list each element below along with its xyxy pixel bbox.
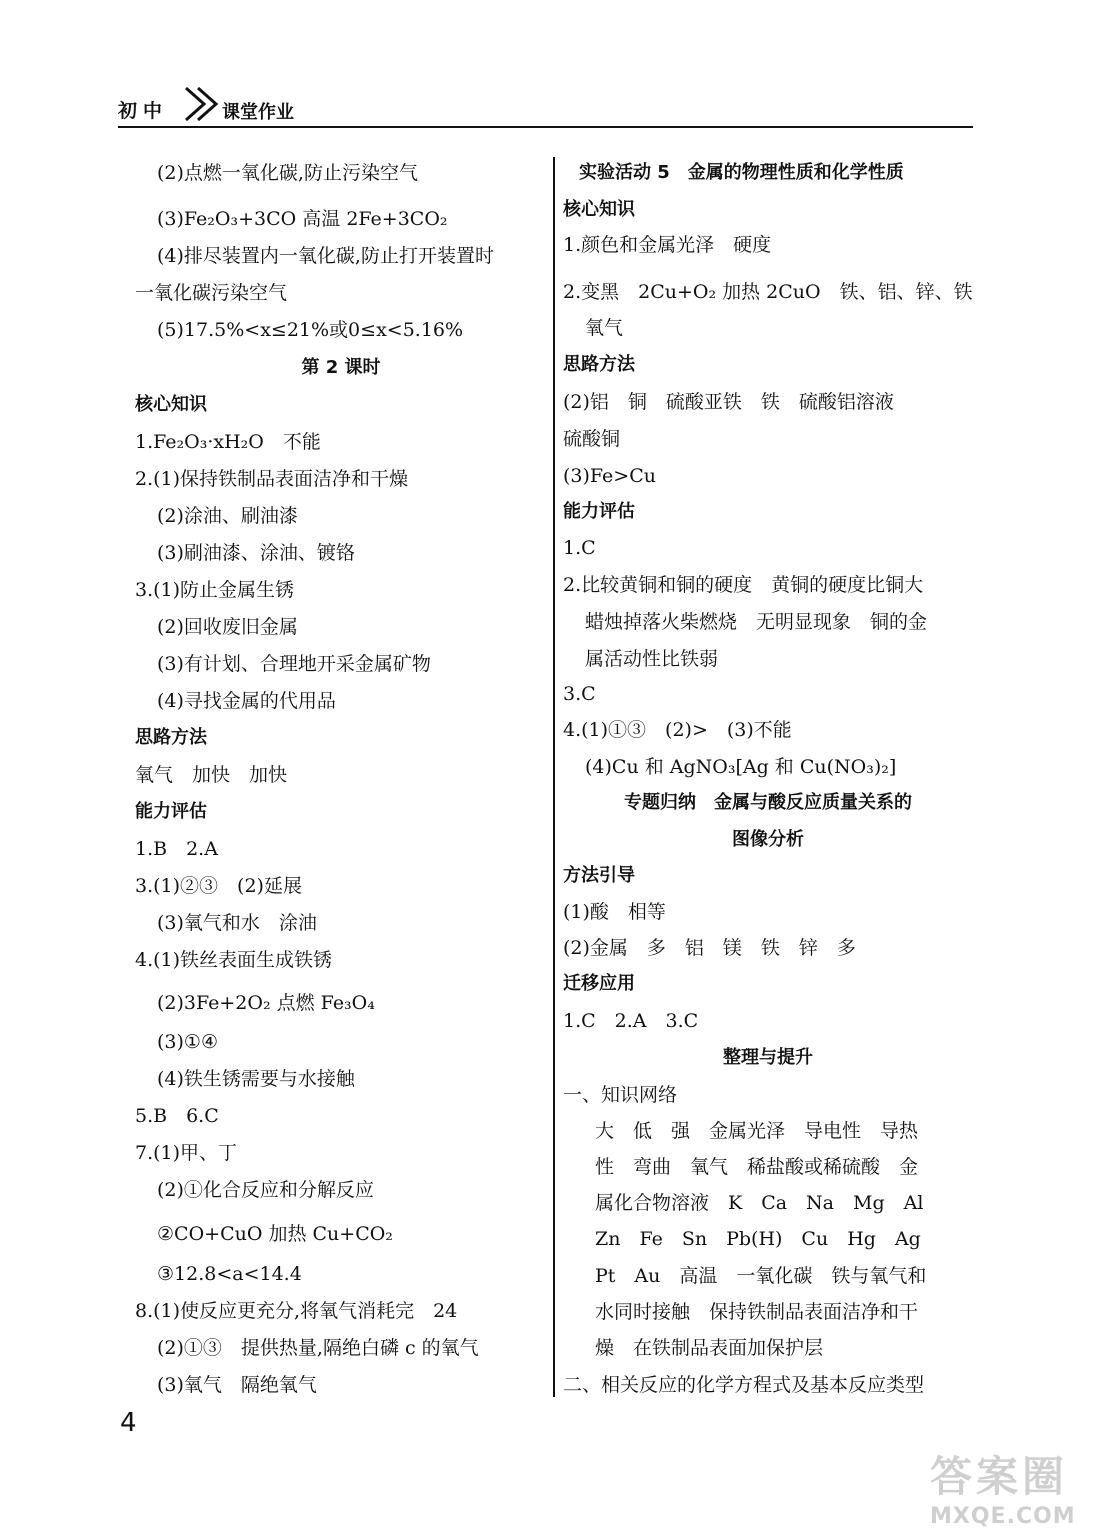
equation-line: (3)Fe₂O₃+3CO 高温 2Fe+3CO₂	[157, 208, 448, 230]
lesson-heading: 第 2 课时	[301, 357, 381, 378]
answer-line: (3)氧气和水 涂油	[157, 912, 317, 934]
answer-line: 1.C	[563, 537, 596, 559]
answer-line: 一氧化碳污染空气	[135, 282, 288, 304]
page-header	[118, 92, 973, 128]
section-heading: 思路方法	[135, 727, 207, 748]
answer-line: 燥 在铁制品表面加保护层	[595, 1337, 824, 1359]
answer-line: 4.(1)①③ (2)> (3)不能	[563, 719, 792, 741]
answer-line: 氧气	[585, 317, 624, 339]
answer-line: (3)Fe>Cu	[563, 465, 656, 487]
section-heading: 思路方法	[563, 354, 635, 375]
section-heading: 能力评估	[135, 801, 207, 822]
section-heading: 迁移应用	[563, 973, 635, 994]
answer-line: 1.B 2.A	[135, 838, 218, 860]
watermark-bottom: MXQE.COM	[930, 1504, 1076, 1529]
answer-line: 硫酸铜	[563, 428, 621, 450]
answer-line: (2)点燃一氧化碳,防止污染空气	[157, 162, 418, 184]
answer-line: (4)排尽装置内一氧化碳,防止打开装置时	[157, 245, 494, 267]
answer-line: 一、知识网络	[563, 1084, 678, 1106]
answer-line: (2)①化合反应和分解反应	[157, 1179, 374, 1201]
answer-line: (4)寻找金属的代用品	[157, 690, 336, 712]
answer-line: 2.比较黄铜和铜的硬度 黄铜的硬度比铜大	[563, 574, 924, 596]
answer-line: (3)刷油漆、涂油、镀铬	[157, 542, 355, 564]
answer-line: 氧气 加快 加快	[135, 764, 288, 786]
answer-line: 8.(1)使反应更充分,将氧气消耗完 24	[135, 1300, 458, 1322]
answer-line: (1)酸 相等	[563, 901, 666, 923]
topic-heading: 整理与提升	[723, 1047, 813, 1068]
answer-line: 4.(1)铁丝表面生成铁锈	[135, 949, 333, 971]
section-heading: 核心知识	[563, 199, 635, 220]
answer-line: (2)回收废旧金属	[157, 616, 298, 638]
answer-line: (3)氧气 隔绝氧气	[157, 1374, 317, 1396]
answer-line: (2)①③ 提供热量,隔绝白磷 c 的氧气	[157, 1337, 479, 1359]
answer-line: 属化合物溶液 K Ca Na Mg Al	[595, 1192, 924, 1214]
answer-line: Zn Fe Sn Pb(H) Cu Hg Ag	[595, 1228, 921, 1250]
answer-line: 1.Fe₂O₃·xH₂O 不能	[135, 431, 321, 453]
answer-line: 水同时接触 保持铁制品表面洁净和干	[595, 1301, 919, 1323]
answer-line: (4)铁生锈需要与水接触	[157, 1068, 355, 1090]
topic-heading: 图像分析	[732, 829, 804, 850]
equation-line: ②CO+CuO 加热 Cu+CO₂	[157, 1223, 393, 1245]
answer-line: (5)17.5%<x≤21%或0≤x<5.16%	[157, 319, 464, 341]
answer-line: (3)①④	[157, 1031, 218, 1053]
answer-line: (2)铝 铜 硫酸亚铁 铁 硫酸铝溶液	[563, 391, 894, 413]
watermark-logo	[930, 1444, 1100, 1534]
answer-line: 7.(1)甲、丁	[135, 1142, 238, 1164]
watermark-top: 答案圈	[930, 1452, 1069, 1501]
equation-line: 2.变黑 2Cu+O₂ 加热 2CuO 铁、铝、锌、铁	[563, 281, 973, 303]
answer-line: 二、相关反应的化学方程式及基本反应类型	[563, 1374, 925, 1396]
answer-line: 2.(1)保持铁制品表面洁净和干燥	[135, 468, 409, 490]
section-heading: 核心知识	[135, 394, 207, 415]
header-title: 初中	[118, 100, 169, 122]
header-subtitle: 课堂作业	[222, 102, 294, 123]
answer-line: 性 弯曲 氧气 稀盐酸或稀硫酸 金	[595, 1156, 919, 1178]
answer-line: 蜡烛掉落火柴燃烧 无明显现象 铜的金	[585, 611, 928, 633]
answer-line: (3)有计划、合理地开采金属矿物	[157, 653, 431, 675]
topic-heading: 专题归纳 金属与酸反应质量关系的	[624, 792, 912, 813]
section-heading: 能力评估	[563, 501, 635, 522]
answer-line: 1.颜色和金属光泽 硬度	[563, 234, 772, 256]
answer-line: (2)金属 多 铝 镁 铁 锌 多	[563, 937, 856, 959]
answer-line: 3.(1)防止金属生锈	[135, 579, 295, 601]
activity-title: 实验活动 5 金属的物理性质和化学性质	[579, 162, 904, 183]
answer-line: (2)涂油、刷油漆	[157, 505, 298, 527]
equation-line: (2)3Fe+2O₂ 点燃 Fe₃O₄	[157, 992, 375, 1014]
answer-line: 3.(1)②③ (2)延展	[135, 875, 302, 897]
answer-line: 5.B 6.C	[135, 1105, 219, 1127]
answer-line: 大 低 强 金属光泽 导电性 导热	[595, 1120, 919, 1142]
answer-line: ③12.8<a<14.4	[157, 1263, 302, 1285]
answer-line: 1.C 2.A 3.C	[563, 1010, 699, 1032]
page-number: 4	[120, 1408, 137, 1438]
answer-line: (4)Cu 和 AgNO₃[Ag 和 Cu(NO₃)₂]	[585, 756, 897, 778]
answer-line: Pt Au 高温 一氧化碳 铁与氧气和	[595, 1265, 927, 1287]
answer-line: 3.C	[563, 683, 596, 705]
double-chevron-icon	[178, 84, 226, 124]
answer-line: 属活动性比铁弱	[585, 648, 719, 670]
section-heading: 方法引导	[563, 865, 635, 886]
column-divider	[553, 157, 555, 1397]
